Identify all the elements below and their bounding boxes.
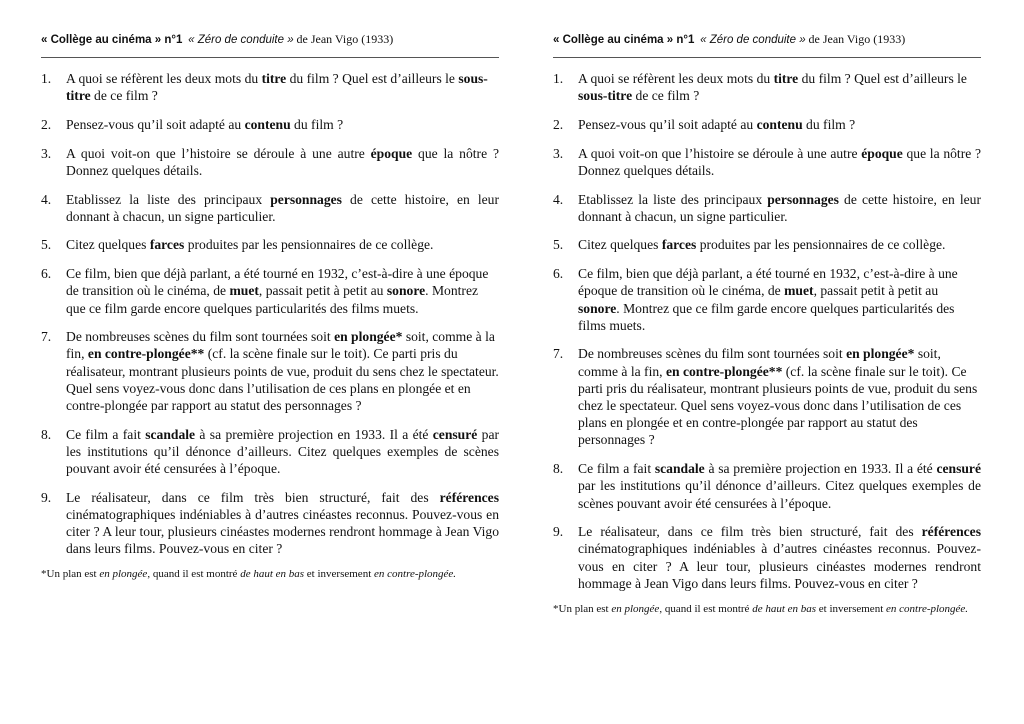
- question-keyword: sous-titre: [66, 71, 488, 104]
- header-series: « Collège au cinéma » n°1: [41, 34, 183, 46]
- question-keyword: références: [921, 524, 981, 540]
- footnote-text: et inversement: [816, 602, 886, 615]
- question-keyword: sous-titre: [578, 88, 633, 104]
- question-text-segment: Ce film, bien que déjà parlant, a été tourné en 1932, c’est-à-dire à une époque de transition où le cinéma, de: [578, 266, 958, 299]
- question-keyword: références: [439, 489, 499, 505]
- footnote-emphasis: de haut en bas: [752, 602, 817, 615]
- question-item: [553, 345, 981, 448]
- question-text-segment: soit, comme à la fin,: [66, 329, 495, 362]
- question-keyword: époque: [861, 145, 903, 161]
- question-text-segment: Ce film a fait: [578, 461, 655, 477]
- question-text-segment: (cf. la scène finale sur le toit). Ce parti pris du réalisateur, montrant plusieurs points de vue, produit du sens chez le spectateur. Quel sens voyez-vous donc dans l’utilisation de ces plans en plongée et en contre-plongée par rapport au statut des personnages ?: [578, 363, 978, 448]
- question-number: 3.: [41, 145, 52, 161]
- question-keyword: muet: [784, 283, 814, 299]
- question-text: [66, 266, 488, 315]
- question-text-segment: , passait petit à petit au: [258, 283, 387, 299]
- question-item: [553, 460, 981, 512]
- footnote-emphasis: en plongée: [99, 568, 148, 581]
- question-keyword: personnages: [270, 191, 342, 207]
- footnote: [553, 602, 981, 617]
- question-text-segment: soit, comme à la fin,: [578, 346, 941, 379]
- question-text: [578, 71, 967, 103]
- question-item: [41, 191, 499, 225]
- footnote-emphasis: en plongée: [611, 602, 660, 615]
- question-text: [578, 117, 855, 132]
- question-keyword: titre: [773, 71, 799, 86]
- question-number: 2.: [41, 116, 52, 132]
- question-text-segment: Etablissez la liste des principaux: [66, 191, 271, 207]
- question-number: 9.: [553, 524, 564, 540]
- question-number: 9.: [41, 489, 52, 505]
- question-list: [553, 70, 981, 592]
- question-keyword: sonore: [578, 300, 617, 316]
- question-item: [41, 145, 499, 179]
- question-keyword: en plongée*: [334, 329, 403, 345]
- header-film-title: « Zéro de conduite »: [700, 34, 806, 46]
- question-text-segment: Ce film a fait: [66, 426, 146, 442]
- question-text-segment: Etablissez la liste des principaux: [578, 191, 768, 207]
- question-item: [553, 116, 981, 133]
- header-author: de Jean Vigo (1933): [808, 32, 906, 46]
- left-page: [41, 0, 499, 582]
- footnote-text: *Un plan est: [553, 602, 612, 615]
- question-keyword: censuré: [936, 461, 981, 477]
- question-text-segment: Citez quelques: [578, 237, 662, 253]
- question-text-segment: A quoi se réfèrent les deux mots du: [66, 71, 262, 86]
- question-text-segment: de ce film ?: [632, 88, 700, 104]
- question-text: [578, 524, 981, 591]
- footnote-emphasis: en contre-plongée.: [374, 568, 457, 581]
- question-text-segment: à sa première projection en 1933. Il a été: [704, 461, 937, 477]
- question-text: [66, 146, 499, 178]
- question-item: [553, 145, 981, 179]
- header-film-title: « Zéro de conduite »: [188, 34, 294, 46]
- question-keyword: époque: [370, 145, 413, 161]
- question-keyword: farces: [661, 237, 697, 253]
- question-text-segment: A quoi voit-on que l’histoire se déroule à une autre: [578, 145, 862, 161]
- question-text-segment: Ce film, bien que déjà parlant, a été tourné en 1932, c’est-à-dire à une époque de transition où le cinéma, de: [66, 266, 489, 299]
- question-keyword: contenu: [756, 116, 803, 132]
- question-keyword: muet: [229, 283, 259, 299]
- question-number: 6.: [41, 266, 52, 282]
- question-text: [66, 237, 433, 252]
- question-text-segment: du film ?: [290, 116, 344, 132]
- question-item: [553, 236, 981, 253]
- footnote-text: et inversement: [304, 568, 374, 581]
- question-text-segment: Le réalisateur, dans ce film très bien structuré, fait des: [578, 524, 922, 540]
- question-number: 2.: [553, 116, 564, 132]
- question-number: 7.: [553, 346, 564, 362]
- question-text-segment: de cette histoire, en leur donnant à chacun, un signe particulier.: [66, 191, 499, 224]
- question-text-segment: De nombreuses scènes du film sont tournées soit: [578, 346, 847, 362]
- question-text: [66, 71, 488, 103]
- question-text: [66, 490, 499, 557]
- footnote-text: *Un plan est: [41, 568, 100, 581]
- question-text-segment: de ce film ?: [90, 88, 158, 104]
- header-author: de Jean Vigo (1933): [296, 32, 394, 46]
- question-item: [553, 191, 981, 225]
- question-item: [41, 489, 499, 558]
- question-number: 5.: [553, 237, 564, 253]
- question-keyword: farces: [149, 237, 185, 253]
- question-number: 1.: [41, 71, 52, 86]
- question-item: [41, 426, 499, 478]
- question-keyword: contenu: [244, 116, 291, 132]
- footnote: [41, 567, 499, 582]
- footnote-emphasis: de haut en bas: [240, 568, 305, 581]
- question-number: 1.: [553, 71, 564, 86]
- question-text-segment: cinématographiques indéniables à d’autres cinéastes reconnus. Pouvez-vous en citer ? A leur tour, plusieurs cinéastes modernes rendront hommage à Jean Vigo dans leurs films. Pouvez-vous en citer ?: [66, 507, 499, 557]
- question-text: [66, 117, 343, 132]
- question-keyword: sonore: [386, 283, 426, 299]
- question-list: [41, 70, 499, 558]
- question-text: [578, 192, 981, 224]
- question-keyword: scandale: [145, 426, 196, 442]
- question-text: [578, 237, 945, 252]
- question-text-segment: du film ?: [802, 116, 856, 132]
- question-text-segment: Pensez-vous qu’il soit adapté au: [578, 116, 757, 132]
- question-text-segment: cinématographiques indéniables à d’autres cinéastes reconnus. Pouvez-vous en citer ? A leur tour, plusieurs cinéastes modernes rendront hommage à Jean Vigo dans leurs films. Pouvez-vous en citer ?: [578, 541, 981, 591]
- question-text-segment: , passait petit à petit au: [813, 283, 939, 299]
- question-text: [578, 266, 958, 333]
- question-number: 7.: [41, 329, 52, 345]
- question-number: 4.: [553, 191, 564, 207]
- question-keyword: censuré: [432, 426, 478, 442]
- question-item: [41, 265, 499, 317]
- question-text-segment: Citez quelques: [66, 237, 150, 253]
- question-item: [41, 70, 499, 104]
- question-text: [578, 461, 981, 510]
- page-header: [41, 0, 499, 58]
- question-keyword: scandale: [654, 461, 705, 477]
- footnote-text: , quand il est montré: [659, 602, 753, 615]
- question-text-segment: de cette histoire, en leur donnant à chacun, un signe particulier.: [578, 191, 981, 224]
- question-item: [41, 116, 499, 133]
- question-text-segment: par les institutions qu’il dénonce d’ailleurs. Citez quelques exemples de scènes pouvant avoir été censurées à l’époque.: [66, 426, 499, 477]
- question-item: [553, 523, 981, 592]
- question-number: 5.: [41, 237, 52, 253]
- question-text-segment: (cf. la scène finale sur le toit). Ce parti pris du réalisateur, montrant plusieurs points de vue, produit du sens chez le spectateur. Quel sens voyez-vous donc dans l’utilisation de ces plans en plongée et en contre-plongée par rapport au statut des personnages ?: [66, 346, 499, 414]
- question-text-segment: du film ? Quel est d’ailleurs le: [798, 71, 967, 86]
- question-text-segment: A quoi voit-on que l’histoire se déroule à une autre: [66, 145, 371, 161]
- question-item: [41, 236, 499, 253]
- question-keyword: personnages: [767, 191, 839, 207]
- question-text: [66, 192, 499, 224]
- footnote-text: , quand il est montré: [147, 568, 241, 581]
- question-item: [41, 328, 499, 414]
- question-text-segment: à sa première projection en 1933. Il a été: [195, 426, 433, 442]
- question-keyword: en contre-plongée**: [87, 346, 205, 362]
- question-number: 8.: [553, 461, 564, 477]
- question-number: 8.: [41, 426, 52, 442]
- question-text-segment: produites par les pensionnaires de ce collège.: [696, 237, 946, 253]
- question-number: 3.: [553, 145, 564, 161]
- question-item: [553, 265, 981, 334]
- question-text-segment: du film ? Quel est d’ailleurs le: [286, 71, 459, 86]
- question-text-segment: . Montrez que ce film garde encore quelques particularités des films muets.: [66, 283, 479, 316]
- question-text-segment: De nombreuses scènes du film sont tournées soit: [66, 329, 335, 345]
- question-text: [66, 427, 499, 476]
- question-text-segment: que la nôtre ? Donnez quelques détails.: [578, 145, 982, 178]
- question-text-segment: . Montrez que ce film garde encore quelques particularités des films muets.: [578, 300, 955, 333]
- question-keyword: titre: [261, 71, 287, 86]
- question-text-segment: Le réalisateur, dans ce film très bien structuré, fait des: [66, 489, 440, 505]
- header-series: « Collège au cinéma » n°1: [553, 34, 695, 46]
- question-number: 6.: [553, 266, 564, 282]
- question-text-segment: que la nôtre ? Donnez quelques détails.: [66, 145, 499, 178]
- right-page: [553, 0, 981, 617]
- question-text-segment: par les institutions qu’il dénonce d’ailleurs. Citez quelques exemples de scènes pouvant avoir été censurées à l’époque.: [578, 478, 981, 511]
- question-text-segment: Pensez-vous qu’il soit adapté au: [66, 116, 245, 132]
- footnote-emphasis: en contre-plongée.: [886, 602, 969, 615]
- question-item: [553, 70, 981, 104]
- question-keyword: en contre-plongée**: [665, 363, 783, 379]
- question-text-segment: A quoi se réfèrent les deux mots du: [578, 71, 774, 86]
- question-number: 4.: [41, 191, 52, 207]
- question-keyword: en plongée*: [846, 346, 915, 362]
- question-text: [66, 329, 499, 413]
- question-text: [578, 146, 981, 178]
- page-header: [553, 0, 981, 58]
- question-text: [578, 346, 977, 447]
- question-text-segment: produites par les pensionnaires de ce collège.: [184, 237, 434, 253]
